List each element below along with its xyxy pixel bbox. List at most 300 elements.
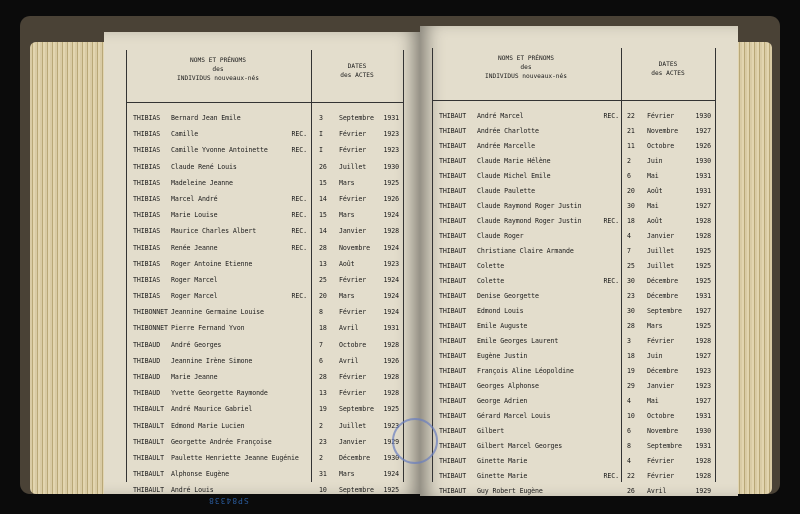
archive-stamp-icon: [392, 418, 438, 464]
entry-year: 1927: [695, 127, 711, 135]
names-sub: des: [212, 66, 224, 73]
entry-name: THIBIAS: [133, 162, 161, 171]
entry-name: THIBAUT: [439, 472, 467, 480]
entry-day: 26: [319, 162, 327, 171]
entry-name: THIBAUT: [439, 442, 467, 450]
entry-name: THIBIAS: [133, 211, 161, 220]
entry-month: Novembre: [647, 127, 678, 135]
register-entry: [127, 434, 403, 450]
entry-month: Octobre: [647, 412, 675, 420]
entry-day: 13: [319, 259, 327, 268]
right-page: [420, 26, 738, 496]
entry-month: Février: [339, 275, 367, 284]
entry-name: THIBAUT: [439, 142, 467, 150]
entry-given: Ginette Marie: [477, 457, 528, 465]
entry-name: THIBAULT: [133, 421, 164, 430]
entry-month: Octobre: [339, 340, 367, 349]
entry-name: THIBIAS: [133, 275, 161, 284]
entry-day: 30: [627, 202, 635, 210]
names-title: NOMS ET PRÉNOMS: [498, 55, 554, 62]
entry-day: 4: [627, 397, 631, 405]
register-entry: [433, 258, 715, 273]
entry-day: 22: [627, 472, 635, 480]
entry-given: Roger Marcel: [171, 275, 218, 284]
entry-year: 1927: [695, 202, 711, 210]
entry-name: THIBAUT: [439, 277, 467, 285]
entry-given: André Marcel: [477, 112, 524, 120]
register-entry: [127, 142, 403, 158]
entry-given: Marie Louise: [171, 211, 218, 220]
register-entry: [127, 385, 403, 401]
register-entry: [433, 183, 715, 198]
dates-title: DATES: [658, 61, 678, 68]
entry-name: THIBAUD: [133, 340, 161, 349]
entry-name: THIBAUD: [133, 373, 161, 381]
entry-year: 1927: [695, 397, 711, 405]
entry-year: 1925: [695, 262, 711, 270]
entry-given: Paulette Henriette Jeanne Eugénie: [171, 453, 299, 462]
right-table: [432, 48, 716, 495]
entry-given: Gérard Marcel Louis: [477, 412, 551, 420]
register-entry: [433, 273, 715, 288]
entry-month: Janvier: [339, 227, 367, 236]
entry-given: Edmond Louis: [477, 307, 524, 315]
entry-day: 18: [319, 324, 327, 333]
dates-sub: des ACTES: [340, 72, 374, 79]
entry-name: THIBAUT: [439, 232, 467, 240]
register-entry: [127, 207, 403, 223]
register-entry: [127, 353, 403, 369]
entry-day: 7: [319, 340, 323, 349]
entry-day: 29: [627, 382, 635, 390]
entry-month: Juin: [647, 157, 663, 165]
register-entry: [127, 418, 403, 434]
entry-name: THIBAUT: [439, 457, 467, 465]
entry-year: 1930: [695, 427, 711, 435]
entry-month: Juillet: [647, 262, 675, 270]
entry-given: Claude Marie Hélène: [477, 157, 551, 165]
entry-rec: REC.: [603, 112, 619, 120]
register-entry: [433, 213, 715, 228]
entry-month: Décembre: [647, 277, 678, 285]
register-entry: [127, 191, 403, 207]
entry-name: THIBAUT: [439, 127, 467, 135]
left-page: [104, 32, 420, 505]
entry-given: Renée Jeanne: [171, 243, 218, 252]
entry-day: 23: [627, 292, 635, 300]
entry-month: Septembre: [647, 442, 682, 450]
entry-month: Février: [339, 308, 367, 317]
entry-day: 8: [319, 308, 323, 317]
entry-given: Colette: [477, 277, 505, 285]
entry-rec: REC.: [291, 243, 307, 252]
entry-month: Mars: [339, 292, 355, 301]
register-entry: [433, 168, 715, 183]
entry-year: 1923: [383, 130, 399, 139]
entry-name: THIBAUT: [439, 172, 467, 180]
entry-given: Guy Robert Eugène: [477, 487, 543, 495]
entry-name: THIBAUT: [439, 427, 467, 435]
register-entry: [127, 320, 403, 336]
entry-given: Camille Yvonne Antoinette: [171, 146, 268, 155]
entry-given: Gilbert Marcel Georges: [477, 442, 563, 450]
names-title: NOMS ET PRÉNOMS: [190, 57, 246, 64]
register-entry: [127, 272, 403, 288]
entry-day: 2: [627, 157, 631, 165]
register-entry: [127, 450, 403, 466]
entry-month: Février: [339, 130, 367, 139]
entry-year: 1924: [383, 211, 399, 220]
register-entry: [127, 466, 403, 482]
names-sub2: INDIVIDUS nouveaux-nés: [485, 73, 567, 80]
register-entry: [433, 303, 715, 318]
entry-year: 1925: [383, 178, 399, 187]
entry-day: 28: [627, 322, 635, 330]
entry-year: 1926: [383, 194, 399, 203]
entry-name: THIBAUT: [439, 352, 467, 360]
entry-month: Décembre: [647, 367, 678, 375]
entry-year: 1925: [695, 247, 711, 255]
entry-month: Juillet: [339, 162, 367, 171]
entry-name: THIBIAS: [133, 259, 161, 268]
entry-day: 11: [627, 142, 635, 150]
entry-given: George Adrien: [477, 397, 528, 405]
entry-month: Février: [647, 457, 675, 465]
right-table-header: [433, 48, 715, 101]
register-entry: [433, 318, 715, 333]
entry-given: Ginette Marie: [477, 472, 528, 480]
entry-day: 22: [627, 112, 635, 120]
entry-year: 1927: [695, 352, 711, 360]
entry-year: 1926: [695, 142, 711, 150]
entry-month: Janvier: [339, 437, 367, 446]
entry-month: Janvier: [647, 232, 675, 240]
entry-given: Camille: [171, 130, 199, 139]
entry-month: Février: [339, 373, 367, 381]
entry-given: Georgette Andrée Françoise: [171, 437, 272, 446]
entry-day: 3: [627, 337, 631, 345]
entry-given: André Georges: [171, 340, 222, 349]
entry-year: 1928: [383, 389, 399, 398]
entry-year: 1928: [383, 227, 399, 236]
entry-day: I: [319, 130, 323, 139]
entry-day: 6: [319, 356, 323, 365]
entry-name: THIBIAS: [133, 178, 161, 187]
register-entry: [433, 228, 715, 243]
entry-day: 15: [319, 211, 327, 220]
entry-day: 2: [319, 453, 323, 462]
entry-year: 1931: [695, 292, 711, 300]
entry-day: 8: [627, 442, 631, 450]
entry-day: 6: [627, 427, 631, 435]
entry-year: 1927: [695, 307, 711, 315]
entry-day: 7: [627, 247, 631, 255]
entry-name: THIBAUT: [439, 307, 467, 315]
entry-rec: REC.: [291, 292, 307, 301]
entry-rec: REC.: [291, 130, 307, 139]
entry-year: 1923: [695, 382, 711, 390]
entry-rec: REC.: [603, 217, 619, 225]
entry-rec: REC.: [603, 472, 619, 480]
register-entry: [433, 348, 715, 363]
page-edges-right: [732, 42, 772, 494]
entry-rec: REC.: [603, 277, 619, 285]
entry-day: 15: [319, 178, 327, 187]
entry-name: THIBONNET: [133, 324, 168, 333]
entry-month: Décembre: [339, 453, 370, 462]
entry-month: Janvier: [647, 382, 675, 390]
dates-sub: des ACTES: [651, 70, 685, 77]
entry-month: Novembre: [647, 427, 678, 435]
entry-given: Jeannine Germaine Louise: [171, 308, 264, 317]
entry-day: I: [319, 146, 323, 155]
entry-given: Gilbert: [477, 427, 505, 435]
entry-month: Août: [647, 187, 663, 195]
register-book: [20, 16, 780, 505]
entry-given: Roger Antoine Etienne: [171, 259, 253, 268]
entry-given: Emile Auguste: [477, 322, 528, 330]
entry-name: THIBAUD: [133, 356, 161, 365]
entry-month: Novembre: [339, 243, 370, 252]
entry-month: Septembre: [647, 307, 682, 315]
entry-day: 10: [319, 486, 327, 495]
entry-given: Emile Georges Laurent: [477, 337, 559, 345]
entry-given: François Aline Léopoldine: [477, 367, 574, 375]
entry-given: André Louis: [171, 486, 214, 495]
entry-name: THIBAUT: [439, 262, 467, 270]
entry-day: 14: [319, 227, 327, 236]
entry-name: THIBAULT: [133, 470, 164, 479]
entry-year: 1923: [383, 259, 399, 268]
entry-given: Marie Jeanne: [171, 373, 218, 381]
register-entry: [127, 175, 403, 191]
entry-given: Alphonse Eugène: [171, 470, 230, 479]
entry-name: THIBIAS: [133, 146, 161, 155]
entry-day: 18: [627, 352, 635, 360]
entry-day: 13: [319, 389, 327, 398]
entry-given: Claude Michel Emile: [477, 172, 551, 180]
entry-year: 1923: [383, 146, 399, 155]
entry-month: Août: [647, 217, 663, 225]
entry-year: 1931: [383, 114, 399, 122]
entry-given: Pierre Fernand Yvon: [171, 324, 245, 333]
register-entry: [127, 159, 403, 175]
entry-given: Claude Raymond Roger Justin: [477, 202, 582, 210]
entry-day: 28: [319, 373, 327, 381]
entry-day: 21: [627, 127, 635, 135]
entry-day: 20: [319, 292, 327, 301]
entry-name: THIBAUD: [133, 389, 161, 398]
entry-month: Mai: [647, 397, 659, 405]
entry-given: Andrée Charlotte: [477, 127, 539, 135]
register-entry: [433, 153, 715, 168]
register-entry: [127, 126, 403, 142]
entry-year: 1924: [383, 243, 399, 252]
entry-month: Septembre: [339, 405, 374, 414]
entry-year: 1931: [695, 172, 711, 180]
entry-month: Décembre: [647, 292, 678, 300]
register-entry: [433, 423, 715, 438]
archive-number: SP84338: [208, 496, 249, 505]
entry-name: THIBIAS: [133, 194, 161, 203]
register-entry: [433, 363, 715, 378]
left-table: [126, 50, 404, 495]
register-entry: [127, 110, 403, 126]
entry-day: 10: [627, 412, 635, 420]
entry-month: Février: [647, 337, 675, 345]
entry-name: THIBAUT: [439, 322, 467, 330]
entry-given: Edmond Marie Lucien: [171, 421, 245, 430]
entry-name: THIBAUT: [439, 217, 467, 225]
entry-name: THIBIAS: [133, 243, 161, 252]
entry-given: Georges Alphonse: [477, 382, 539, 390]
entry-year: 1925: [695, 322, 711, 330]
entry-year: 1931: [695, 412, 711, 420]
entry-day: 25: [319, 275, 327, 284]
dates-column-header: [311, 62, 403, 80]
entry-rec: REC.: [291, 146, 307, 155]
names-sub: des: [520, 64, 532, 71]
entry-year: 1925: [695, 277, 711, 285]
entry-name: THIBAUT: [439, 382, 467, 390]
entry-name: THIBAUT: [439, 412, 467, 420]
entry-given: Eugène Justin: [477, 352, 528, 360]
register-entry: [433, 378, 715, 393]
register-entry: [127, 369, 403, 385]
entry-month: Mars: [339, 470, 355, 479]
entry-month: Mars: [339, 178, 355, 187]
entry-day: 4: [627, 457, 631, 465]
entry-month: Mai: [647, 172, 659, 180]
entry-name: THIBAUT: [439, 202, 467, 210]
entry-given: Claude Roger: [477, 232, 524, 240]
entry-given: Yvette Georgette Raymonde: [171, 389, 268, 398]
register-entry: [433, 198, 715, 213]
entry-given: André Maurice Gabriel: [171, 405, 253, 414]
entry-given: Roger Marcel: [171, 292, 218, 301]
register-entry: [127, 304, 403, 320]
entry-day: 25: [627, 262, 635, 270]
register-entry: [127, 337, 403, 353]
register-entry: [433, 408, 715, 423]
entry-month: Février: [647, 112, 675, 120]
entry-year: 1931: [383, 324, 399, 333]
entry-month: Septembre: [339, 486, 374, 495]
dates-column-header: [621, 60, 715, 78]
register-entry: [433, 468, 715, 483]
entry-year: 1928: [695, 217, 711, 225]
register-entry: [433, 393, 715, 408]
entry-name: THIBIAS: [133, 292, 161, 301]
entry-month: Février: [339, 194, 367, 203]
register-entry: [433, 333, 715, 348]
entry-year: 1931: [695, 187, 711, 195]
register-entry: [127, 256, 403, 272]
entry-year: 1928: [383, 373, 399, 381]
entry-year: 1926: [383, 356, 399, 365]
entry-name: THIBAULT: [133, 486, 164, 495]
left-table-header: [127, 50, 403, 103]
entry-name: THIBIAS: [133, 130, 161, 139]
dates-title: DATES: [347, 63, 367, 70]
entry-month: Février: [647, 472, 675, 480]
entry-month: Avril: [339, 356, 359, 365]
register-entry: [433, 123, 715, 138]
entry-year: 1925: [383, 405, 399, 414]
entry-name: THIBAULT: [133, 437, 164, 446]
entry-month: Août: [339, 259, 355, 268]
entry-given: Denise Georgette: [477, 292, 539, 300]
entry-day: 19: [627, 367, 635, 375]
entry-month: Juillet: [647, 247, 675, 255]
right-rows: [433, 108, 715, 498]
entry-given: Jeannine Irène Simone: [171, 356, 253, 365]
entry-year: 1931: [695, 442, 711, 450]
entry-rec: REC.: [291, 211, 307, 220]
entry-given: Bernard Jean Emile: [171, 114, 241, 122]
entry-year: 1924: [383, 308, 399, 317]
entry-month: Octobre: [647, 142, 675, 150]
entry-day: 18: [627, 217, 635, 225]
entry-month: Avril: [339, 324, 359, 333]
entry-year: 1924: [383, 292, 399, 301]
left-rows: [127, 110, 403, 499]
entry-name: THIBAULT: [133, 405, 164, 414]
entry-year: 1930: [695, 112, 711, 120]
register-entry: [433, 438, 715, 453]
entry-rec: REC.: [291, 194, 307, 203]
entry-year: 1928: [695, 457, 711, 465]
register-entry: [127, 223, 403, 239]
entry-day: 20: [627, 187, 635, 195]
names-column-header: [433, 54, 619, 81]
entry-day: 3: [319, 114, 323, 122]
entry-year: 1924: [383, 275, 399, 284]
entry-year: 1923: [695, 367, 711, 375]
entry-month: Février: [339, 389, 367, 398]
entry-given: Claude Paulette: [477, 187, 536, 195]
entry-day: 19: [319, 405, 327, 414]
entry-month: Mai: [647, 202, 659, 210]
entry-year: 1925: [383, 486, 399, 495]
entry-year: 1930: [383, 453, 399, 462]
entry-rec: REC.: [291, 227, 307, 236]
register-entry: [433, 483, 715, 498]
entry-given: Madeleine Jeanne: [171, 178, 233, 187]
entry-month: Avril: [647, 487, 667, 495]
entry-name: THIBAUT: [439, 292, 467, 300]
entry-day: 14: [319, 194, 327, 203]
entry-month: Juillet: [339, 421, 367, 430]
entry-month: Mars: [647, 322, 663, 330]
register-entry: [433, 243, 715, 258]
register-entry: [433, 453, 715, 468]
entry-name: THIBAUT: [439, 337, 467, 345]
names-sub2: INDIVIDUS nouveaux-nés: [177, 75, 259, 82]
entry-year: 1929: [383, 437, 399, 446]
entry-day: 6: [627, 172, 631, 180]
entry-day: 2: [319, 421, 323, 430]
entry-year: 1928: [695, 472, 711, 480]
entry-month: Mars: [339, 211, 355, 220]
entry-name: THIBAUT: [439, 187, 467, 195]
register-entry: [127, 240, 403, 256]
entry-month: Juin: [647, 352, 663, 360]
entry-year: 1930: [383, 162, 399, 171]
entry-year: 1923: [383, 421, 399, 430]
entry-month: Février: [339, 146, 367, 155]
entry-name: THIBIAS: [133, 227, 161, 236]
